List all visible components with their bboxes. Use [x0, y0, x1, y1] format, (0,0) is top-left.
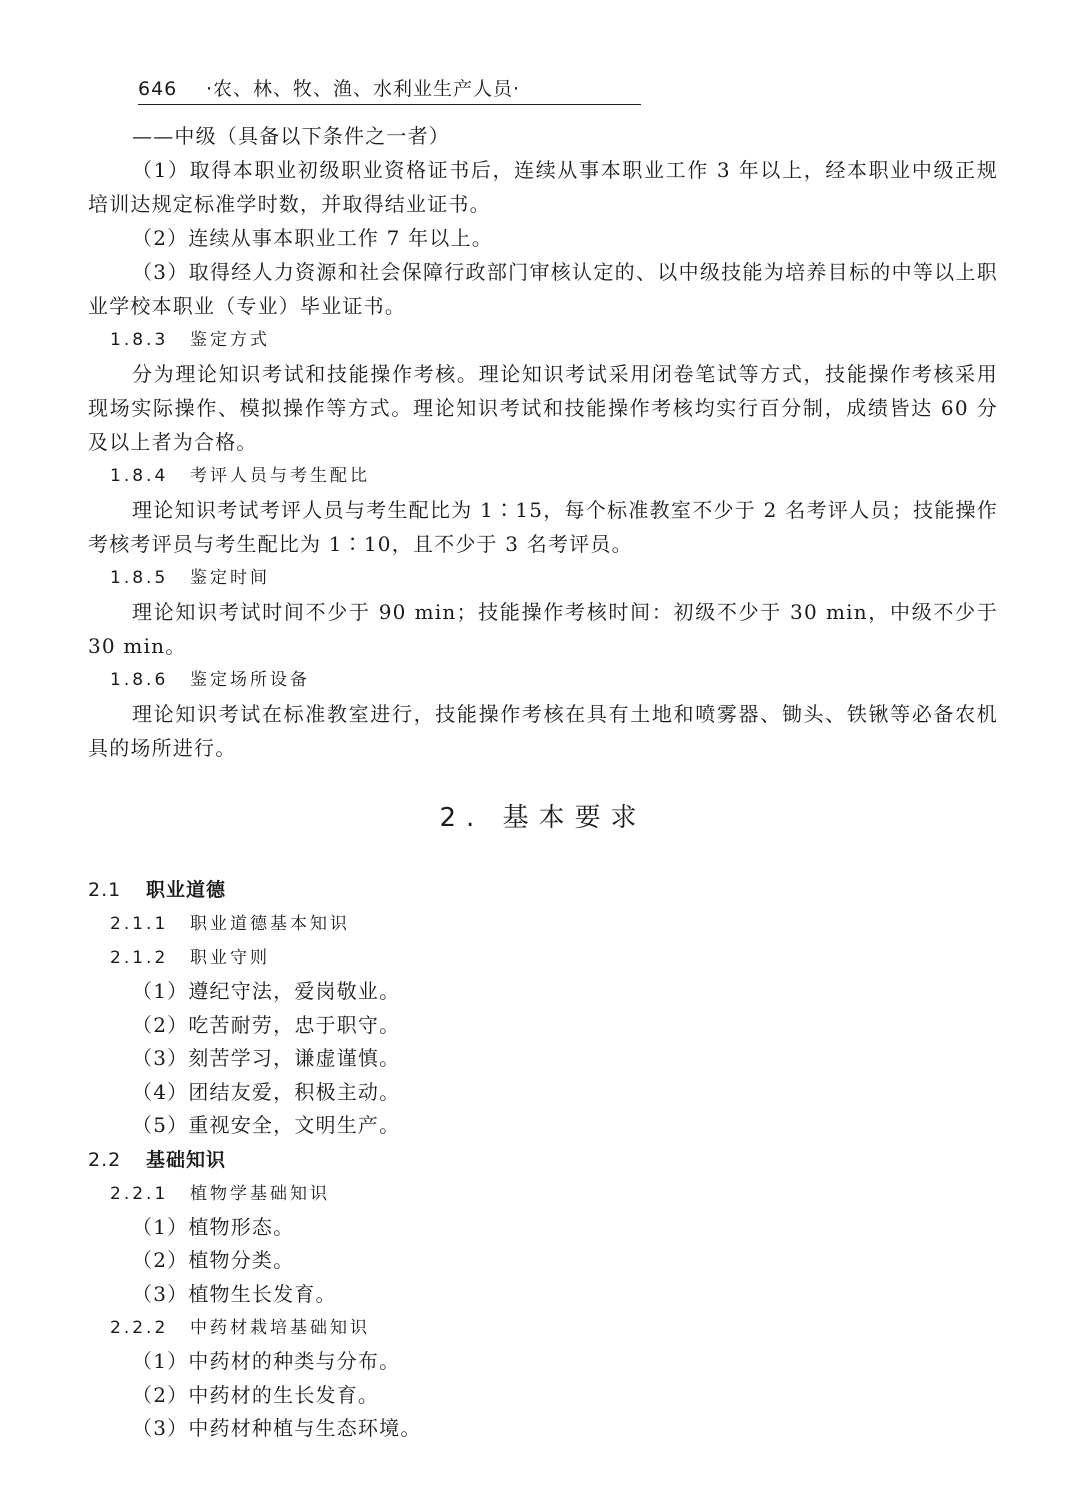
section-number: 1.8.3 [110, 330, 169, 350]
list-item: （4）团结友爱，积极主动。 [132, 1079, 401, 1104]
section-heading-2-1-1 [110, 907, 998, 941]
section-paragraph: 理论知识考试在标准教室进行，技能操作考核在具有土地和喷雾器、锄头、铁锹等必备农机具的场所进行。 [88, 702, 998, 760]
list-item: （5）重视安全，文明生产。 [132, 1113, 401, 1137]
section-heading-1-8-5 [110, 561, 998, 595]
condition-paragraph: （2）连续从事本职业工作 7 年以上。 [132, 226, 493, 250]
running-header [138, 74, 641, 105]
condition-paragraph: （3）取得经人力资源和社会保障行政部门审核认定的、以中级技能为培养目标的中等以上职业学校本职业（专业）毕业证书。 [88, 260, 998, 318]
section-number: 1.8.6 [110, 670, 169, 690]
section-number: 2.1.2 [110, 948, 169, 968]
section-number: 2.1 [88, 879, 122, 901]
section-number: 1.8.4 [110, 466, 169, 486]
section-title: 基础知识 [146, 1148, 227, 1171]
list-item: （1）中药材的种类与分布。 [132, 1349, 401, 1373]
section-title: 职业守则 [190, 948, 270, 968]
section-heading-1-8-4 [110, 459, 998, 493]
section-title: 鉴定时间 [190, 568, 270, 588]
list-item: （3）植物生长发育。 [132, 1281, 337, 1306]
section-heading-2-1-2 [110, 941, 998, 975]
page-body [88, 119, 998, 1446]
section-paragraph: 分为理论知识考试和技能操作考核。理论知识考试采用闭卷笔试等方式，技能操作考核采用现场实际操作、模拟操作等方式。理论知识考试和技能操作考核均实行百分制，成绩皆达 60 分及以上者为合格。 [88, 362, 998, 454]
section-title: 植物学基础知识 [190, 1183, 330, 1204]
list-item: （3）刻苦学习，谦虚谨慎。 [132, 1046, 401, 1070]
section-number: 2.2.1 [110, 1183, 169, 1204]
list-item: （1）植物形态。 [132, 1214, 295, 1239]
section-number: 2.1.1 [110, 914, 169, 934]
chapter-title: 2. 基本要求 [439, 803, 647, 833]
running-title: ·农、林、牧、渔、水利业生产人员· [206, 78, 521, 100]
section-heading-1-8-6 [110, 663, 998, 697]
section-title: 考评人员与考生配比 [190, 466, 370, 486]
section-title: 鉴定方式 [190, 330, 270, 350]
section-title: 鉴定场所设备 [190, 670, 310, 690]
section-title: 职业道德 [146, 879, 227, 901]
section-heading-2-1 [88, 873, 998, 907]
section-number: 2.2.2 [110, 1318, 169, 1338]
intermediate-heading: ——中级（具备以下条件之一者） [132, 124, 450, 148]
section-paragraph: 理论知识考试考评人员与考生配比为 1∶15，每个标准教室不少于 2 名考评人员；技能操作考核考评员与考生配比为 1∶10，且不少于 3 名考评员。 [88, 498, 998, 556]
condition-paragraph: （1）取得本职业初级职业资格证书后，连续从事本职业工作 3 年以上，经本职业中级正规培训达规定标准学时数，并取得结业证书。 [88, 158, 998, 216]
section-heading-2-2-1 [110, 1177, 998, 1211]
section-heading-2-2-2 [110, 1311, 998, 1345]
section-heading-1-8-3 [110, 323, 998, 357]
list-item: （2）植物分类。 [132, 1248, 295, 1272]
section-title: 中药材栽培基础知识 [190, 1318, 370, 1338]
section-title: 职业道德基本知识 [190, 914, 350, 934]
list-item: （1）遵纪守法，爱岗敬业。 [132, 979, 401, 1003]
list-item: （3）中药材种植与生态环境。 [132, 1416, 422, 1440]
section-number: 1.8.5 [110, 568, 169, 588]
section-paragraph: 理论知识考试时间不少于 90 min；技能操作考核时间：初级不少于 30 min，中级不少于 30 min。 [88, 600, 998, 658]
list-item: （2）吃苦耐劳，忠于职守。 [132, 1012, 401, 1037]
list-item: （2）中药材的生长发育。 [132, 1382, 380, 1407]
section-heading-2-2 [88, 1143, 998, 1177]
page-number: 646 [138, 78, 178, 100]
section-number: 2.2 [88, 1148, 122, 1171]
